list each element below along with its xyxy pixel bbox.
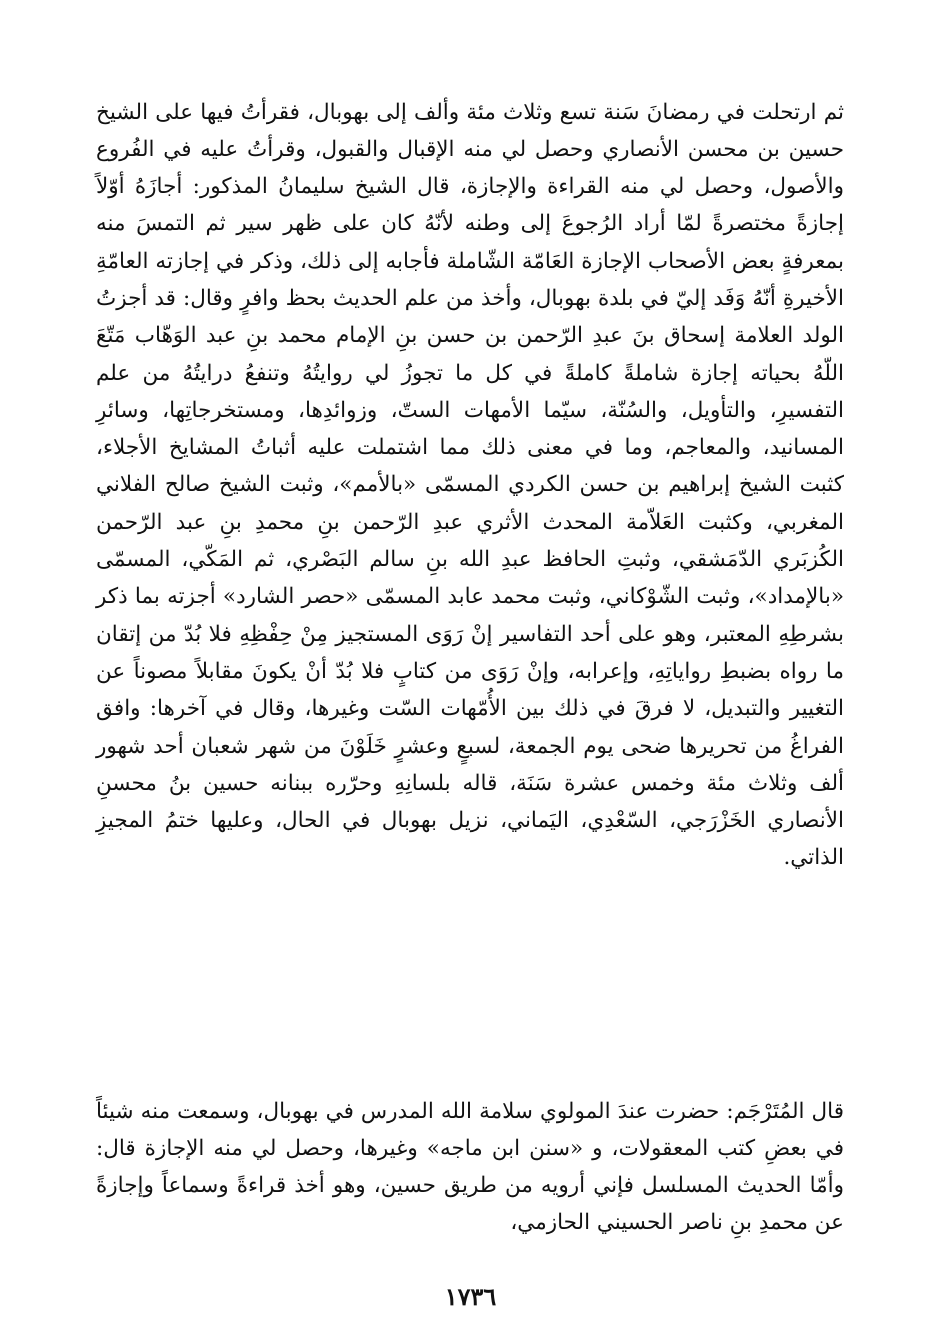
page-number: ١٧٣٦ [444, 1282, 497, 1311]
body-paragraph-2: قال المُتَرْجَم: حضرت عندَ المولوي سلامة الله المدرس في بهوبال، وسمعت منه شيئاً في بعضِ كتب المعقولات، و «سنن ابن ماجه» وغيرها، وحصل لي منه الإجازة قال: وأمّا الحديث المسلسل فإني أرويه من طريق حسين، وهو أخذ قراءةً وسماعاً وإجازةً عن محمدِ بنِ ناصر الحسيني الحازمي، [96, 1098, 844, 1236]
body-paragraph-1: ثم ارتحلت في رمضانَ سَنة تسع وثلاث مئة وألف إلى بهوبال، فقرأتُ فيها على الشيخ حسين بن محسن الأنصاري وحصل لي منه الإقبال والقبول، وقرأتُ عليه في الفُروع والأصول، وحصل لي منه القراءة والإجازة، قال الشيخ سليمانُ المذكور: أجازَهُ أوّلاً إجازةً مختصرةً لمّا أراد الرُجوعَ إلى وطنه لأنّهُ كان على ظهر سير ثم التمسَ منه بمعرفةٍ بعض الأصحاب الإجازة العَامّة الشّاملة فأجابه إلى ذلك، وذكر في إجازته العامّةِ الأخيرةِ أنّهُ وَفَد إليّ في بلدة بهوبال، وأخذ من علم الحديث بحظ وافرٍ وقال: قد أجزتُ الولد العلامة إسحاق بنَ عبدِ الرّحمن بن حسن بنِ الإمام محمد بنِ عبد الوَهّاب مَتّعَ اللّهُ بحياته إجازة شاملةً كاملةً في كل ما تجوزُ لي روايتُهُ وتنفعُ درايتُهُ من علم التفسيرِ، والتأويل، والسُنّة، سيّما الأمهات الستّ، وزوائدِها، ومستخرجاتِها، وسائرِ المسانيد، والمعاجم، وما في معنى ذلك مما اشتملت عليه أثباتُ المشايخ الأجلاء، كثبت الشيخ إبراهيم بن حسن الكردي المسمّى «بالأمم»، وثبت الشيخ صالح الفلاني المغربي، وكثبت العَلاّمة المحدث الأثري عبدِ الرّحمن بنِ محمدِ بنِ عبد الرّحمن الكُزبَري الدّمَشقي، وثبتِ الحافظ عبدِ الله بنِ سالم البَصْري، ثم المَكّي، المسمّى «بالإمداد»، وثبت الشّوْكاني، وثبت محمد عابد المسمّى «حصر الشارد» أجزته بما ذكر بشرطِهِ المعتبر، وهو على أحد التفاسير إنْ رَوَى المستجيز مِنْ حِفْظِهِ فلا بُدّ من إتقان ما رواه بضبطِ رواياتِهِ، وإعرابه، وإنْ رَوَى من كتابٍ فلا بُدّ أنْ يكونَ مقابلاً مصوناً عن التغيير والتبديل، لا فرقَ في ذلك بين الأُمّهات السّت وغيرها، وقال في آخرها: وافق الفراغُ من تحريرها ضحى يوم الجمعة، لسبعٍ وعشرٍ خَلَوْنَ من شهر شعبان أحد شهور ألف وثلاث مئة وخمس عشرة سَنَة، قاله بلسانِهِ وحرّره ببنانه حسين بنُ محسنِ الأنصاري الخَزْرَجي، السّعْدِي، اليَماني، نزيل بهوبال في الحال، وعليها ختمُ المجيزِ الذاتي. [96, 99, 844, 871]
